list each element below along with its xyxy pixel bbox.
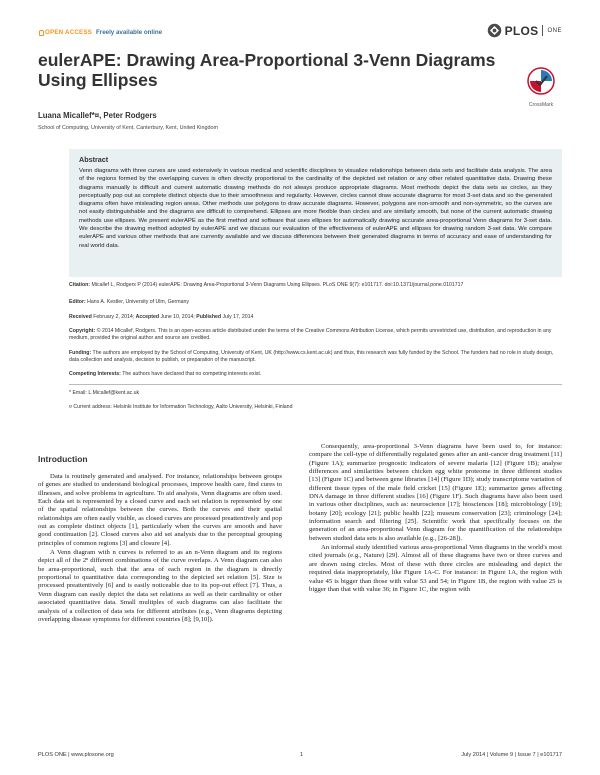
crossmark-badge[interactable] [522, 66, 560, 108]
abstract-heading: Abstract [79, 155, 109, 164]
received-label: Received [69, 314, 92, 320]
open-access-badge [38, 29, 162, 36]
open-access-brand: OPEN ACCESS [45, 29, 93, 36]
citation [69, 282, 562, 289]
author-list: Luana Micallef*¤, Peter Rodgers [38, 111, 157, 120]
editor-label: Editor: [69, 299, 86, 305]
citation-label: Citation: [69, 282, 91, 288]
open-access-tagline: Freely available online [96, 29, 163, 36]
article-title: eulerAPE: Drawing Area-Proportional 3-Venn Diagrams Using Ellipses [38, 50, 496, 90]
section-heading-introduction: Introduction [38, 454, 88, 464]
affiliation: School of Computing, University of Kent, Canterbury, Kent, United Kingdom [38, 125, 218, 131]
paragraph: Consequently, area-proportional 3-Venn diagrams have been used to, for instance: compare the cell-type of differentially regulated genes after an anti-cancer drug treatment [11] (Figure 1A); summarize prognostic indicators of severe malaria [12] (Figure 1B); analyse differences and similarities between chicken egg white proteome in three different studies [13] (Figure 1C) and between gene libraries [14] (Figure 1D); study transcriptome variation of different tissue types of the male field cricket [15] (Figure 1E); summarize genes affecting DNA damage in three different studies [16] (Figure 1F). Such diagrams have also been used in various other disciplines, such as: neuroscience [17]; biosciences [18]; microbiology [19]; botany [20]; ecology [21]; public health [22]; museum conservation [23]; criminology [24]; information search and filtering [25]. Scientific work that specifically focuses on the generation of an area-proportional Venn diagram for the quantification of the relationships between studied data sets is also available (e.g., [26-28]). [309, 443, 562, 542]
copyright [69, 328, 562, 342]
published-label: Published [196, 314, 222, 320]
accepted-label: Accepted [135, 314, 160, 320]
published-date: July 17, 2014 [222, 314, 254, 320]
body-column-left [38, 473, 282, 625]
abstract-text: Venn diagrams with three curves are used extensively in various medical and scientific disciplines to visualize relationships between data sets and facilitate data analysis. The area of the regions formed by the overlapping curves is often directly proportional to the cardinality of the depicted set relation or any other related quantitative data. Drawing these diagrams manually is difficult and current automatic drawing methods do not always produce appropriate diagrams. Most methods depict the data sets as circles, as they perceptually pop out as complete distinct objects due to their smoothness and regularity. However, circles cannot draw accurate diagrams for most 3-set data and so the generated diagrams often have misleading region areas. Other methods use polygons to draw accurate diagrams. However, polygons are non-smooth and non-symmetric, so the curves are not easily distinguishable and the diagrams are difficult to comprehend. Ellipses are more flexible than circles and are similarly smooth, but none of the current automatic drawing methods use ellipses. We present eulerAPE as the first method and software that uses ellipses for automatically drawing accurate area-proportional Venn diagrams for 3-set data. We describe the drawing method adopted by eulerAPE and we discuss our evaluation of the effectiveness of eulerAPE and ellipses for drawing random 3-set data. We compare eulerAPE and various other methods that are currently available and we discuss differences between their generated diagrams in terms of accuracy and ease of understanding for real world data. [79, 168, 552, 249]
dates [69, 314, 562, 321]
copyright-text: © 2014 Micallef, Rodgers. This is an open-access article distributed under the terms of the Creative Commons Attribution License, which permits unrestricted use, distribution, and reproduction in any medium, provided the original author and source are credited. [69, 328, 552, 341]
abstract-box [69, 149, 562, 277]
journal-name: ONE [547, 27, 562, 34]
funding [69, 350, 562, 364]
editor-text: Hans A. Kestler, University of Ulm, Germany [87, 299, 189, 305]
crossmark-label: CrossMark [528, 102, 554, 108]
received-date: February 2, 2014; [93, 314, 135, 320]
citation-text: Micallef L, Rodgers P (2014) eulerAPE: Drawing Area-Proportional 3-Venn Diagrams Using Ellipses. PLoS ONE 9(7): e101717. doi:10.1371/journal.pone.0101717 [91, 282, 464, 288]
competing-label: Competing Interests: [69, 371, 121, 377]
body-column-right [309, 443, 562, 595]
page-footer [38, 752, 562, 762]
open-lock-icon [39, 30, 44, 36]
funding-label: Funding: [69, 350, 92, 356]
competing-text: The authors have declared that no competing interests exist. [122, 371, 262, 377]
footer-journal: PLOS ONE | www.plosone.org [38, 752, 114, 758]
plos-logo-icon [487, 23, 502, 38]
paragraph: A Venn diagram with n curves is referred to as an n-Venn diagram and its regions depict all of the 2ⁿ different combinations of the curve overlaps. A Venn diagram can also be area-proportional, such that the area of each region in the diagram is directly proportional to quantitative data corresponding to the depicted set relation [5]. Size is processed preattentively [6] and is easily noticeable due to its pop-out effect [7]. Thus, a Venn diagram can easily depict the data set relations as well as their cardinality or other associated quantitative data. Small multiples of such diagrams can also facilitate the analysis of a collection of data sets for different attributes (e.g., Venn diagrams depicting overlapping disease symptoms for different countries [8]; [9,10]). [38, 549, 282, 623]
funding-text: The authors are employed by the School of Computing, University of Kent, UK (http://www.cs.kent.ac.uk) and thus, this research was fully funded by the School. The funders had no role in study design, data collection and analysis, decision to publish, or preparation of the manuscript. [69, 350, 554, 363]
journal-logo-text: PLOS [504, 23, 539, 38]
competing-interests [69, 371, 562, 378]
footer-issue: July 2014 | Volume 9 | Issue 7 | e101717 [461, 752, 562, 758]
copyright-label: Copyright: [69, 328, 96, 334]
journal-logo[interactable] [487, 23, 562, 38]
page-header [38, 23, 562, 43]
accepted-date: June 10, 2014; [160, 314, 195, 320]
paragraph: Data is routinely generated and analysed. For instance, relationships between groups of genes are studied to understand biological processes, improve health care, find cures to illnesses, and solve problems in agriculture. To aid analysis, Venn diagrams are often used. Each data set is represented by a closed curve and each set relation is represented by one of the spatial relationships between the curves. Both the curves and their spatial relationships are often easily visible, as closed curves are processed preattentively and pop out as complete distinct objects [1], particularly when the curves are smooth and have good continuation [2]. Closed curves also aid set analysis due to the perceptual grouping principles of common regions [3] and closure [4]. [38, 473, 282, 547]
page-number: 1 [300, 752, 304, 758]
paragraph: An informal study identified various area-proportional Venn diagrams in the world's most cited journals (e.g., Nature) [29]. Almost all of these diagrams have two or three curves and are drawn using circles. Most of these with three circles are misleading and depict the required data inappropriately, like Figure 1A-C. For instance: in Figure 1A, the region with value 45 is bigger than those with value 53 and 54; in Figure 1B, the region with value 25 is bigger than that with value 36; in Figure 1C, the region with [309, 544, 562, 593]
crossmark-icon [526, 66, 556, 96]
meta-divider [69, 384, 562, 385]
current-address: ¤ Current address: Helsinki Institute for Information Technology, Aalto University, Helsinki, Finland [69, 404, 293, 410]
logo-divider [542, 25, 543, 36]
editor [69, 299, 562, 306]
author-email: * Email: L.Micallef@kent.ac.uk [69, 390, 140, 396]
